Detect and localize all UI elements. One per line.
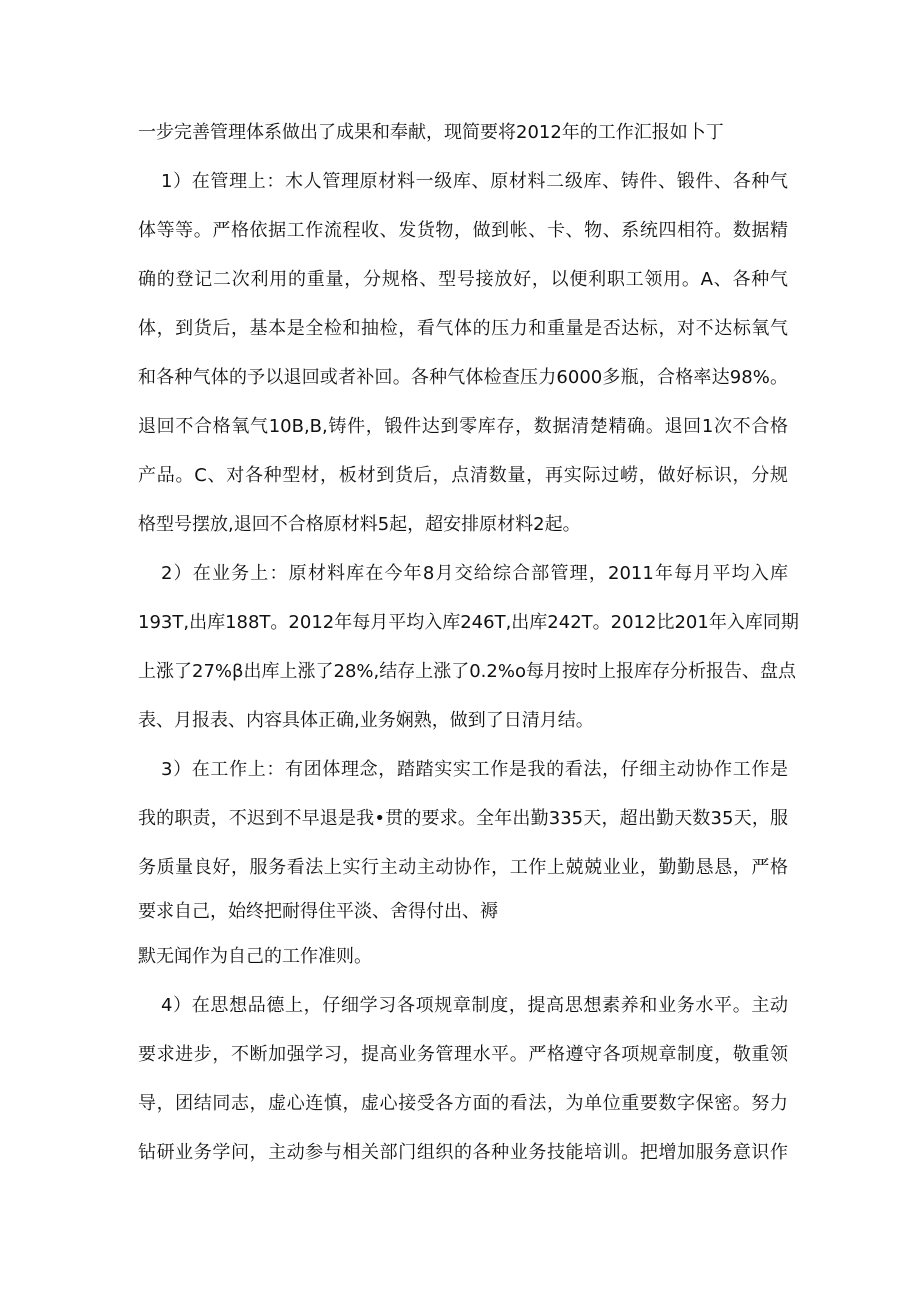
text-line: 退回不合格氧气10B,B,铸件，锻件达到零库存，数据清楚精确。退回1次不合格 xyxy=(138,416,788,437)
text-line: 表、月报表、内容具体正确,业务娴熟，做到了日清月结。 xyxy=(138,710,594,731)
text-line: 3）在工作上：有团体理念，踏踏实实工作是我的看法，仔细主动协作工作是 xyxy=(161,759,788,780)
text-line: 193T,出库188T。2012年每月平均入库246T,出库242T。2012比201年入库同期 xyxy=(138,612,799,633)
text-line: 和各种气体的予以退回或者补回。各种气体检查压力6000多瓶，合格率达98%。 xyxy=(138,367,788,388)
text-line: 体，到货后，基本是全检和抽检，看气体的压力和重量是否达标，对不达标氧气 xyxy=(138,318,788,339)
text-line: 格型号摆放,退回不合格原材料5起，超安排原材料2起。 xyxy=(138,514,581,535)
text-line: 上涨了27%β出库上涨了28%,结存上涨了0.2%o每月按时上报库存分析报告、盘点 xyxy=(138,661,796,682)
text-line: 1）在管理上：木人管理原材料一级库、原材料二级库、铸件、锻件、各种气 xyxy=(161,171,788,192)
text-line: 体等等。严格依据工作流程收、发货物，做到帐、卡、物、系统四相符。数据精 xyxy=(138,220,788,241)
text-line: 默无闻作为自己的工作准则。 xyxy=(138,946,372,967)
text-line: 要求自己，始终把耐得住平淡、舍得付出、褥 xyxy=(138,901,498,922)
text-line: 2）在业务上：原材料库在今年8月交给综合部管理，2011年每月平均入库 xyxy=(161,563,788,584)
text-line: 导，团结同志，虚心连慎，虚心接受各方面的看法，为单位重要数字保密。努力 xyxy=(138,1093,788,1114)
text-line: 务质量良好，服务看法上实行主动主动协作，工作上兢兢业业，勤勤恳恳，严格 xyxy=(138,857,788,878)
text-line: 一步完善管理体系做出了成果和奉献，现简要将2012年的工作汇报如卜丁 xyxy=(138,122,724,143)
text-line: 钻研业务学问，主动参与相关部门组织的各种业务技能培训。把增加服务意识作 xyxy=(138,1142,788,1163)
document-body xyxy=(138,108,799,1177)
text-line: 产品。C、对各种型材，板材到货后，点清数量，再实际过崂，做好标识，分规 xyxy=(138,465,788,486)
text-line: 要求进步，不断加强学习，提高业务管理水平。严格遵守各项规章制度，敬重领 xyxy=(138,1044,788,1065)
text-line: 4）在思想品德上，仔细学习各项规章制度，提高思想素养和业务水平。主动 xyxy=(161,995,788,1016)
text-line: 我的职责，不迟到不早退是我•贯的要求。全年出勤335天，超出勤天数35天，服 xyxy=(138,808,788,829)
text-line: 确的登记二次利用的重量，分规格、型号接放好，以便利职工领用。A、各种气 xyxy=(138,269,788,290)
